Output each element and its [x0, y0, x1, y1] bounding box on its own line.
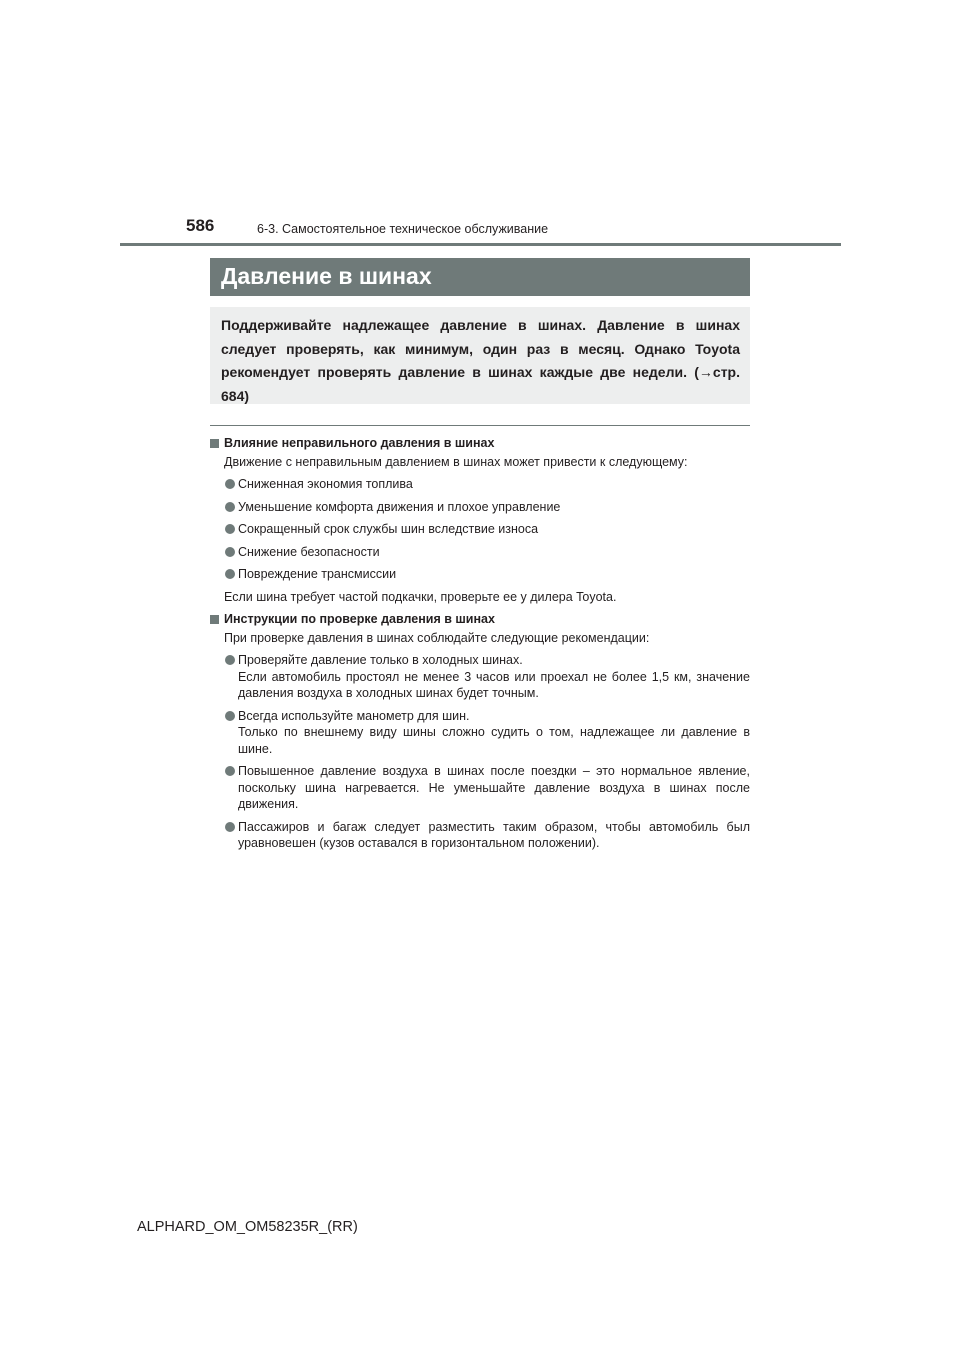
section-label: 6-3. Самостоятельное техническое обслуживание — [257, 222, 549, 236]
ref-open: ( — [694, 364, 699, 380]
list-item-text: Снижение безопасности — [238, 544, 380, 559]
square-bullet-icon — [210, 439, 219, 448]
list-item-text: Повреждение трансмиссии — [238, 567, 397, 581]
bullet-dot-icon — [225, 502, 235, 512]
list-item-text: Сокращенный срок службы шин вследствие износа — [238, 522, 539, 536]
ref-text: стр. 684) — [221, 364, 740, 404]
list-item — [224, 708, 750, 758]
subsection-heading-instructions — [210, 611, 750, 628]
list-item-text: Уменьшение комфорта движения и плохое управление — [238, 499, 561, 514]
list-item-detail: Только по внешнему виду шины сложно судить о том, надлежащее ли давление в шине. — [238, 725, 750, 756]
bullet-dot-icon — [225, 711, 235, 721]
list-item-detail: Если автомобиль простоял не менее 3 часов или проехал не более 1,5 км, значение давления воздуха в холодных шинах будет точным. — [238, 669, 750, 700]
list-item — [224, 763, 750, 813]
bullet-dot-icon — [225, 655, 235, 665]
heading-text: Влияние неправильного давления в шинах — [224, 436, 495, 450]
bullet-dot-icon — [225, 479, 235, 489]
paragraph: Если шина требует частой подкачки, проверьте ее у дилера Toyota. — [224, 589, 617, 604]
header-rule — [120, 243, 841, 246]
intro-text: Поддерживайте надлежащее давление в шинах. Давление в шинах следует проверять, как минимум, один раз в месяц. Однако Toyota рекомендует проверять давление в шинах каждые две недели. — [221, 317, 740, 380]
bullet-dot-icon — [225, 524, 235, 534]
content-rule — [210, 425, 750, 426]
content — [210, 435, 750, 852]
square-bullet-icon — [210, 615, 219, 624]
list-item-text: Пассажиров и багаж следует разместить таким образом, чтобы автомобиль был уравновешен (кузов оставался в горизонтальном положении). — [238, 819, 750, 850]
list-item — [224, 652, 750, 702]
paragraph: При проверке давления в шинах соблюдайте следующие рекомендации: — [224, 630, 650, 645]
bullet-dot-icon — [225, 766, 235, 776]
bullet-dot-icon — [225, 569, 235, 579]
bullet-dot-icon — [225, 547, 235, 557]
list-item — [224, 544, 750, 561]
list-item-text: Сниженная экономия топлива — [238, 477, 413, 491]
bullet-dot-icon — [225, 822, 235, 832]
intro-box — [210, 307, 750, 404]
list-item — [224, 499, 750, 516]
list-item-text: Повышенное давление воздуха в шинах после поездки – это нормальное явление, поскольку шина нагревается. Не уменьшайте давление воздуха в шинах после движения. — [238, 764, 750, 811]
page-title: Давление в шинах — [210, 258, 750, 296]
paragraph: Движение с неправильным давлением в шинах может привести к следующему: — [224, 454, 688, 469]
list-item-text: Всегда используйте манометр для шин. — [238, 708, 470, 723]
subsection-heading-effects — [210, 435, 750, 452]
heading-text: Инструкции по проверке давления в шинах — [224, 612, 495, 626]
list-item — [224, 566, 750, 583]
footer-doc-code: ALPHARD_OM_OM58235R_(RR) — [137, 1219, 358, 1235]
list-item — [224, 521, 750, 538]
list-item-text: Проверяйте давление только в холодных шинах. — [238, 653, 523, 667]
arrow-right-icon: → — [698, 364, 713, 380]
list-item — [224, 819, 750, 852]
page-number: 586 — [186, 216, 215, 235]
list-item — [224, 476, 750, 493]
